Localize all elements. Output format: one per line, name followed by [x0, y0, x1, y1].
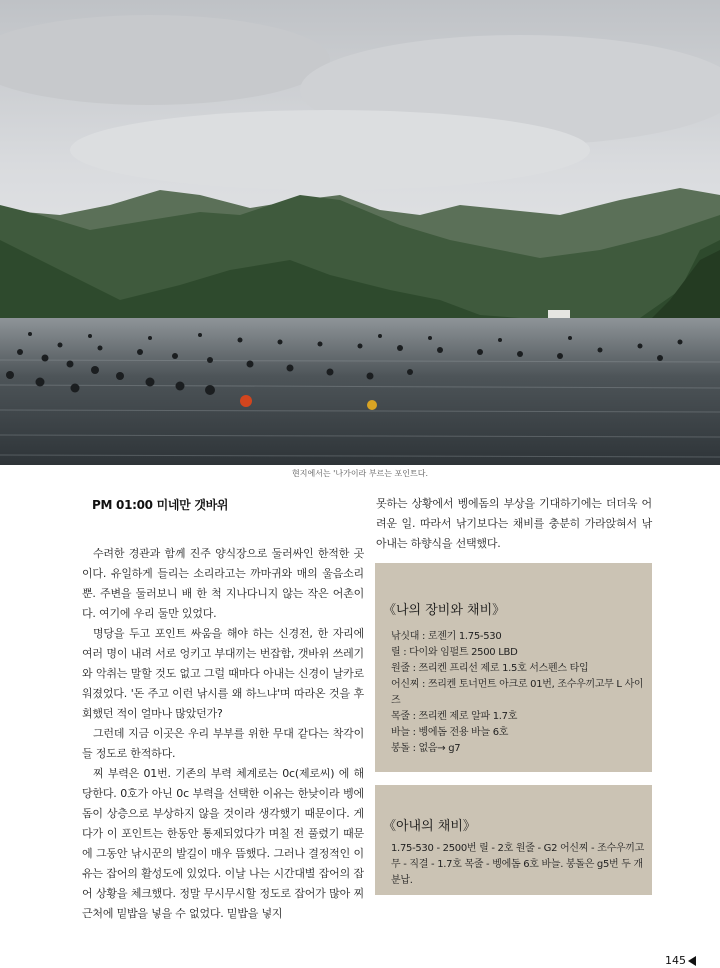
page-number [665, 954, 696, 967]
my-gear-title: 《나의 장비와 채비》 [383, 603, 506, 618]
body-right-column [376, 494, 652, 554]
section-title: PM 01:00 미네만 갯바위 [92, 498, 229, 512]
bay-photo [0, 0, 720, 465]
triangle-left-icon [688, 956, 696, 966]
gear-item: 어신찌 : 쯔리켄 토너먼트 아크로 01번, 조수우끼고무 L 사이즈 [391, 679, 644, 706]
building [548, 310, 570, 318]
paragraph: 그런데 지금 이곳은 우리 부부를 위한 무대 같다는 착각이 들 정도로 한적하다. [82, 727, 364, 760]
gear-item: 봉돌 : 없음→ g7 [391, 743, 461, 754]
gear-item: 바늘 : 벵에돔 전용 바늘 6호 [391, 727, 509, 738]
water [0, 318, 720, 465]
wife-gear-title: 《아내의 채비》 [383, 819, 476, 834]
page-number-text: 145 [665, 954, 686, 967]
my-gear-box [375, 563, 652, 772]
gear-item: 릴 : 다이와 임펄트 2500 LBD [391, 647, 518, 658]
orange-buoy [240, 395, 252, 407]
paragraph: 찌 부력은 01번. 기존의 부력 체계로는 0c(제로씨) 에 해당한다. 0호가 아닌 0c 부력을 선택한 이유는 한낮이라 벵에돔이 상층으로 부상하지 않을 것이라 생각했기 때문이다. 게다가 이 포인트는 한동안 통제되었다가 며칠 전 풀렸기 때문에 그동안 낚시꾼의 발길이 매우 뜸했다. 그러나 결정적인 이유는 잡어의 활성도에 있었다. 이날 나는 시간대별 잡어의 잡어 상황을 체크했다. 정말 무시무시할 정도로 잡어가 많아 찌 근처에 밑밥을 넣을 수 없었다. 밑밥을 넣지 [82, 767, 364, 920]
body-left-column [82, 544, 364, 924]
gear-item: 낚싯대 : 로젠기 1.75-530 [391, 631, 502, 642]
wife-gear-box [375, 785, 652, 895]
my-gear-list [391, 629, 646, 757]
yellow-buoy [367, 400, 377, 410]
wife-gear-text: 1.75-530 - 2500번 릴 - 2호 원줄 - G2 어신찌 - 조수우끼고무 - 직결 - 1.7호 목줄 - 벵에돔 6호 바늘. 봉돌은 g5번 두 개 분납. [391, 843, 644, 886]
paragraph: 수려한 경관과 함께 진주 양식장으로 둘러싸인 한적한 곳이다. 유일하게 들리는 소리라고는 까마귀와 매의 울음소리뿐. 주변을 둘러보니 배 한 척 지나다니지 않는 작은 어촌이다. 여기에 우리 둘만 있었다. [82, 547, 364, 620]
gear-item: 목줄 : 쯔리켄 제로 알파 1.7호 [391, 711, 518, 722]
paragraph: 명당을 두고 포인트 싸움을 해야 하는 신경전, 한 자리에 여러 명이 내려 서로 엉키고 부대끼는 번잡함, 갯바위 쓰레기와 악취는 말할 것도 없고 그럴 때마다 아내는 신경이 날카로워졌었다. '돈 주고 이런 낚시를 왜 하느냐'며 따라온 것을 후회했던 적이 얼마나 많았던가? [82, 627, 364, 720]
gear-item: 원줄 : 쯔리켄 프리선 제로 1.5호 서스펜스 타입 [391, 663, 589, 674]
photo-caption: 현지에서는 '나가이라 부르는 포인트다. [291, 469, 429, 478]
paragraph: 못하는 상황에서 벵에돔의 부상을 기대하기에는 더더욱 어려운 일. 따라서 낚기보다는 채비를 충분히 가라앉혀서 낚아내는 하향식을 선택했다. [376, 497, 652, 550]
